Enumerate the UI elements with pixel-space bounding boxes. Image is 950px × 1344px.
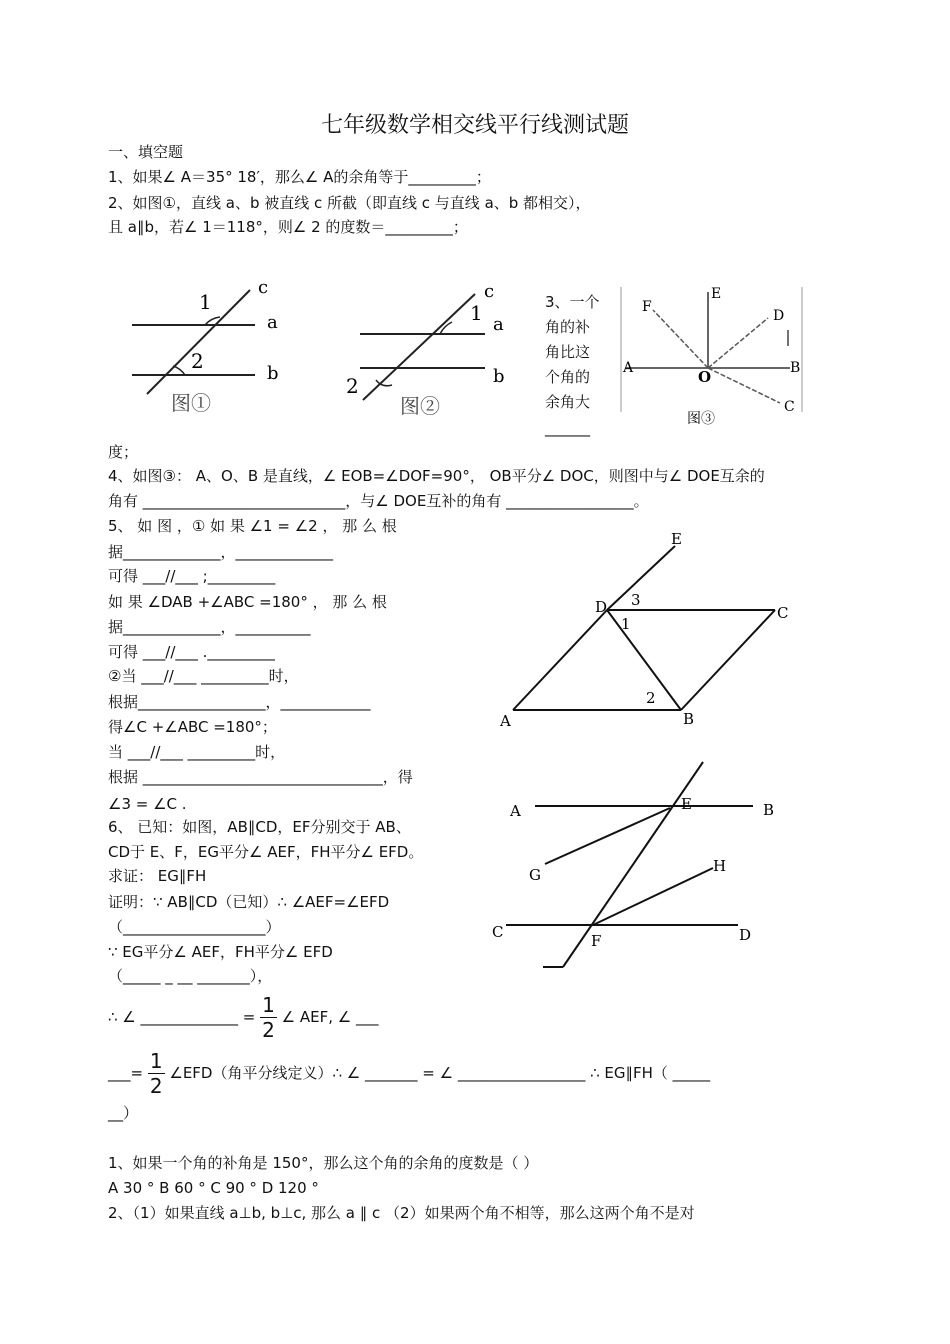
q6-line-9-part-2: ∠EFD（角平分线定义）∴ ∠ _______ = ∠ _________________ ∴ EG∥FH（ _____ — [169, 1064, 711, 1082]
fig2-label-c: c — [484, 281, 495, 302]
fig6-label-F: F — [591, 932, 602, 950]
question-6-line-5: （___________________） — [108, 918, 281, 936]
fig3-label-C: C — [784, 399, 795, 415]
question-3-line-3: 角比这 — [545, 343, 591, 361]
q6-line-8-part-1: ∴ ∠ _____________ = — [108, 1008, 256, 1026]
fig6-label-C: C — [492, 923, 504, 941]
question-5-line-10: 当 ___//___ _________时， — [108, 743, 286, 761]
fig5-label-C: C — [777, 604, 789, 622]
question-5-line-12: ∠3 = ∠C . — [108, 795, 187, 813]
fig6-label-B: B — [763, 801, 775, 819]
question-6-line-8 — [108, 993, 379, 1042]
fig3-label-F: F — [642, 299, 652, 315]
fig3-label-A: A — [623, 360, 634, 376]
fig2-caption: 图② — [400, 394, 440, 418]
question-3-line-2: 角的补 — [545, 318, 591, 336]
question-6-line-4: 证明：∵ AB∥CD（已知）∴ ∠AEF=∠EFD — [108, 893, 390, 911]
fig1-label-c: c — [258, 277, 269, 298]
fig6-label-H: H — [713, 857, 727, 875]
q6-line-8-part-2: ∠ AEF, ∠ ___ — [281, 1008, 379, 1026]
question-1: 1、如果∠ A＝35° 18′，那么∠ A的余角等于_________； — [108, 168, 491, 186]
question-6-line-1: 6、 已知：如图，AB∥CD，EF分别交于 AB、 — [108, 818, 411, 836]
question-6-line-2: CD于 E、F，EG平分∠ AEF，FH平分∠ EFD。 — [108, 843, 424, 861]
question-3-line-4: 个角的 — [545, 368, 591, 386]
fig1-caption: 图① — [171, 391, 211, 415]
question-6-line-10: __） — [108, 1104, 139, 1122]
fig2-label-1: 1 — [470, 301, 483, 325]
fraction-numerator: 1 — [262, 993, 275, 1017]
choice-question-2: 2、（1）如果直线 a⊥b, b⊥c, 那么 a ∥ c （2）如果两个角不相等，那么这两个角不是对 — [108, 1204, 695, 1222]
q6-line-9-part-1: ___= — [108, 1064, 144, 1082]
question-4-line-2: 角有 ___________________________，与∠ DOE互补的角有 _________________。 — [108, 492, 649, 510]
question-5-line-11: 根据 ________________________________，得 — [108, 768, 413, 786]
fig2-label-a: a — [493, 314, 504, 335]
question-2-line-2: 且 a∥b，若∠ 1＝118°，则∠ 2 的度数＝_________； — [108, 218, 468, 236]
fraction-one-half-2 — [148, 1049, 165, 1098]
section-heading-fill-blank: 一、填空题 — [108, 143, 184, 161]
question-5-line-2: 据_____________，_____________ — [108, 543, 334, 561]
question-5-line-8: 根据_________________，____________ — [108, 693, 371, 711]
fig5-label-1: 1 — [621, 615, 631, 633]
fig1-label-b: b — [267, 363, 279, 384]
fig3-label-D: D — [773, 308, 785, 324]
fig5-label-3: 3 — [631, 591, 641, 609]
fraction-one-half — [260, 993, 277, 1042]
figure-6 — [492, 760, 788, 975]
question-5-line-9: 得∠C +∠ABC =180°； — [108, 718, 277, 736]
question-6-line-9 — [108, 1049, 710, 1098]
fig3-label-E: E — [711, 286, 722, 302]
page-title: 七年级数学相交线平行线测试题 — [320, 113, 629, 138]
question-4-line-1: 4、如图③： A、O、B 是直线，∠ EOB=∠DOF=90°， OB平分∠ DOC，则图中与∠ DOE互余的 — [108, 467, 765, 485]
fig6-label-E: E — [681, 795, 692, 813]
question-3-line-6: ______ — [545, 419, 590, 437]
fig6-label-A: A — [510, 802, 521, 820]
fig3-label-O: O — [698, 368, 712, 386]
question-5-line-3: 可得 ___//___ ;_________ — [108, 567, 276, 585]
du-text: 度； — [108, 443, 139, 461]
fig5-label-B: B — [683, 710, 695, 728]
fig1-label-1: 1 — [199, 290, 212, 314]
fig1-label-2: 2 — [191, 349, 204, 373]
fig5-label-2: 2 — [646, 689, 656, 707]
fig1-label-a: a — [267, 312, 278, 333]
question-5-line-1: 5、 如 图 ，① 如 果 ∠1 = ∠2 ， 那 么 根 — [108, 517, 397, 535]
figure-1 — [125, 272, 290, 422]
fraction-denominator-2: 2 — [149, 1074, 163, 1098]
question-2-line-1: 2、如图①，直线 a、b 被直线 c 所截（即直线 c 与直线 a、b 都相交）， — [108, 194, 591, 212]
figure-2 — [340, 272, 520, 422]
question-5-line-4: 如 果 ∠DAB +∠ABC =180° ， 那 么 根 — [108, 593, 387, 611]
fig3-label-B: B — [790, 360, 801, 376]
choice-question-1-options: A 30 ° B 60 ° C 90 ° D 120 ° — [108, 1179, 319, 1197]
question-6-line-7: （_____ _ __ _______）， — [108, 967, 273, 985]
question-6-line-3: 求证： EG∥FH — [108, 867, 207, 885]
fig6-label-G: G — [529, 866, 541, 884]
question-5-line-6: 可得 ___//___ ._________ — [108, 643, 275, 661]
question-5-line-5: 据_____________，__________ — [108, 618, 311, 636]
fig3-caption: 图③ — [687, 411, 715, 427]
question-5-line-7: ②当 ___//___ _________时， — [108, 667, 299, 685]
fig2-label-2: 2 — [346, 374, 359, 398]
question-3-line-1: 3、一个 — [545, 293, 600, 311]
fig5-label-E: E — [671, 530, 682, 548]
fraction-denominator: 2 — [262, 1018, 275, 1042]
fraction-numerator-2: 1 — [149, 1049, 163, 1073]
question-6-line-6: ∵ EG平分∠ AEF，FH平分∠ EFD — [108, 943, 333, 961]
choice-question-1: 1、如果一个角的补角是 150°，那么这个角的余角的度数是（ ） — [108, 1154, 539, 1172]
figure-3 — [618, 282, 813, 432]
question-3-line-5: 余角大 — [545, 393, 591, 411]
fig6-label-D: D — [739, 926, 752, 944]
fig5-label-A: A — [500, 712, 511, 730]
fig5-label-D: D — [595, 598, 608, 616]
fig2-label-b: b — [493, 366, 505, 387]
figure-5 — [495, 528, 800, 733]
